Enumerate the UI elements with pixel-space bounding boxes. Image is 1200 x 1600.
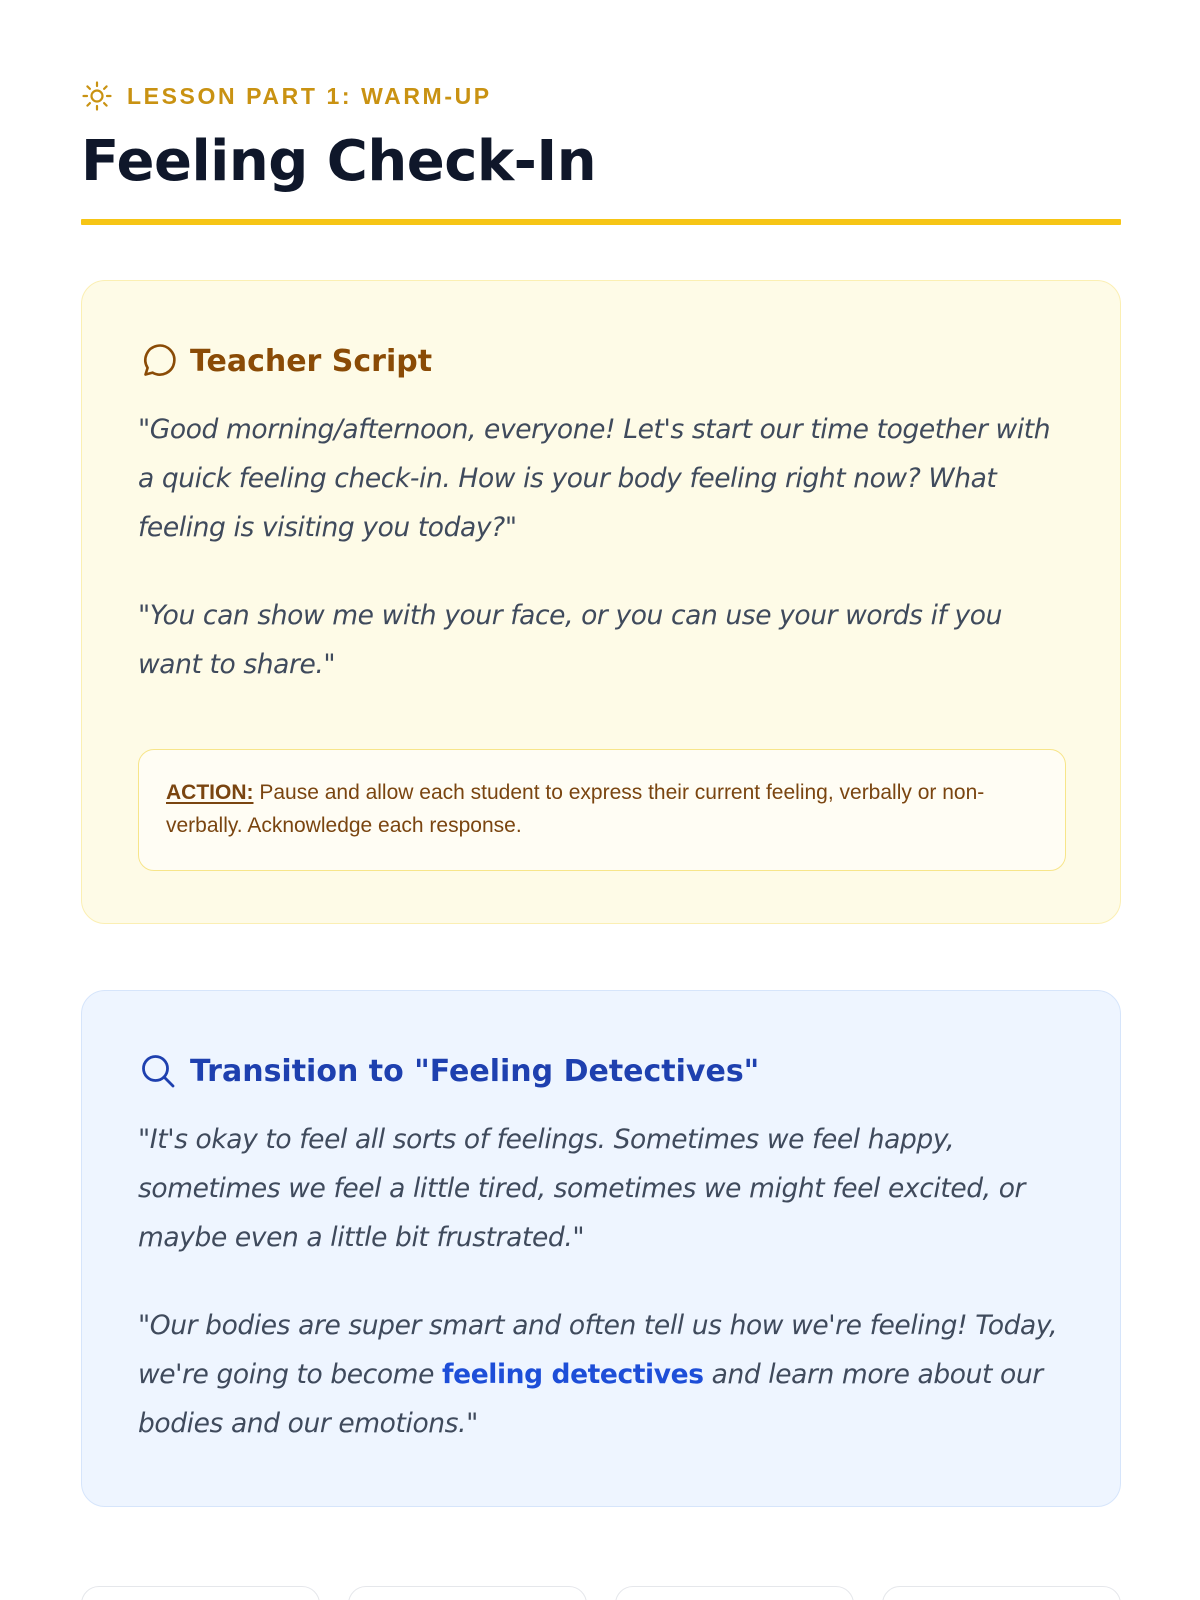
title-underline — [81, 219, 1121, 225]
transition-text-before: "Our bodies are super smart and often tell us how we're feeling! Today, we're going to become — [138, 1310, 1058, 1390]
lesson-part-label: LESSON PART 1: WARM-UP — [127, 82, 492, 109]
teacher-script-title: Teacher Script — [190, 343, 433, 379]
speech-bubble-icon — [138, 341, 178, 381]
transition-paragraph — [138, 1301, 1064, 1448]
transition-paragraph: "It's okay to feel all sorts of feelings. Sometimes we feel happy, sometimes we feel a little tired, sometimes we might feel excited, or maybe even a little bit frustrated." — [138, 1124, 1025, 1253]
page-title: Feeling Check-In — [81, 129, 597, 194]
transition-card — [81, 990, 1121, 1507]
sun-icon — [81, 80, 113, 112]
action-label: ACTION: — [166, 781, 254, 804]
action-text: Pause and allow each student to express their current feeling, verbally or non-verbally. Acknowledge each response. — [166, 781, 985, 837]
magnifier-icon — [138, 1051, 178, 1091]
action-callout — [138, 749, 1066, 871]
bottom-card-row — [81, 1586, 1121, 1600]
bottom-card — [615, 1586, 854, 1600]
teacher-script-paragraph: "Good morning/afternoon, everyone! Let's start our time together with a quick feeling check-in. How is your body feeling right now? What feeling is visiting you today?" — [138, 414, 1051, 543]
teacher-script-paragraph: "You can show me with your face, or you can use your words if you want to share." — [138, 600, 1002, 680]
teacher-script-card — [81, 280, 1121, 924]
feeling-detectives-highlight: feeling detectives — [442, 1359, 704, 1390]
bottom-card — [81, 1586, 320, 1600]
lesson-part-eyebrow — [81, 80, 492, 112]
transition-text-after: and learn more about our bodies and our emotions." — [138, 1359, 1043, 1439]
bottom-card — [882, 1586, 1121, 1600]
transition-title: Transition to "Feeling Detectives" — [190, 1053, 760, 1089]
bottom-card — [348, 1586, 587, 1600]
transition-header — [138, 1047, 1064, 1095]
teacher-script-header — [138, 337, 1064, 385]
